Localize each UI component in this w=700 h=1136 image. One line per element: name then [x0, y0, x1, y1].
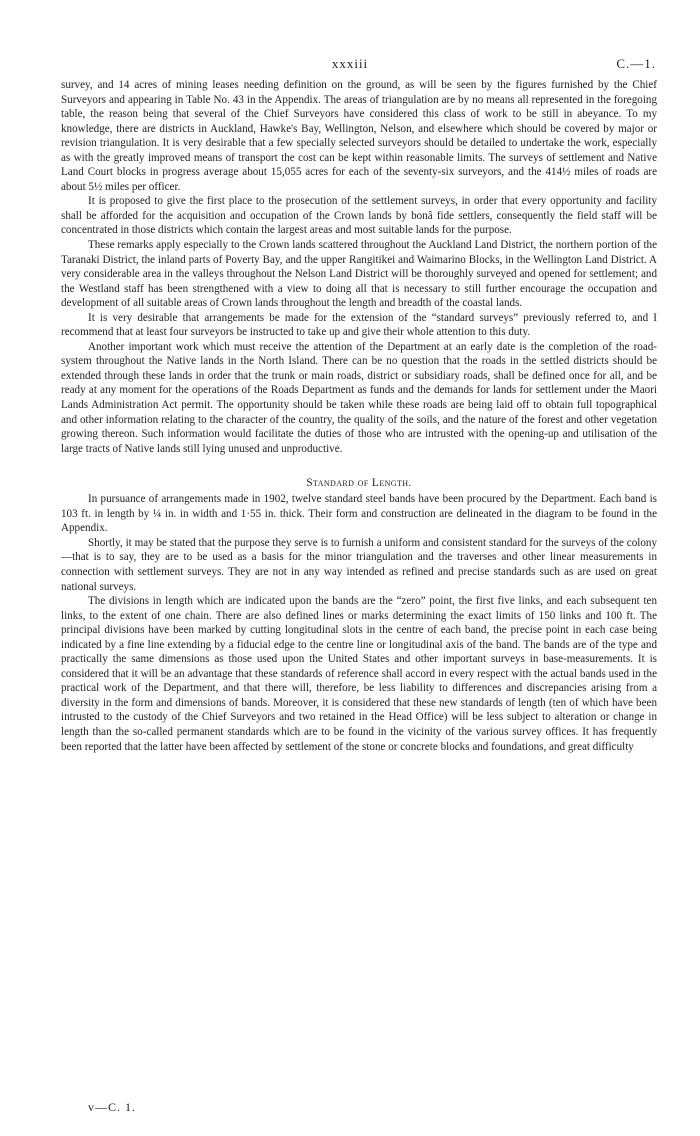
page-header — [0, 56, 700, 74]
signature-mark: v—C. 1. — [88, 1100, 137, 1114]
page-number: xxxiii — [331, 56, 369, 71]
paragraph: Shortly, it may be stated that the purpose they serve is to furnish a uniform and consistent standard for the surveys of the colony—that is to say, they are to be used as a basis for the minor triangulation and the traverses and other linear measurements in connection with settlement surveys. They are not in any way intended as refined and precise standards such as are used on great national surveys. — [61, 536, 657, 593]
paragraph: These remarks apply especially to the Crown lands scattered throughout the Auckland Land District, the northern portion of the Taranaki District, the inland parts of Poverty Bay, and the upper Rangitikei and Waimarino Blocks, in the Wellington Land District. A very considerable area in the valleys throughout the Nelson Land District will be thoroughly surveyed and opened for settlement; and the Westland staff has been strengthened with a view to doing all that is necessary to still further encourage the occupation and development of all suitable areas of Crown lands throughout the length and breadth of the coastal lands. — [61, 239, 657, 310]
paragraph: Another important work which must receive the attention of the Department at an early date is the completion of the road-system throughout the Native lands in the North Island. There can be no question that the roads in the settled districts should be extended through these lands in order that the trunk or main roads, district or subsidiary roads, shall be defined once for all, and be ready at any moment for the operations of the Roads Department as funds and the demands for lands for settlement under the Maori Lands Administration Act permit. The opportunity should be taken while these roads are being laid off to obtain full topographical and other information relating to the character of the country, the quality of the soils, and the nature of the forest and other vegetation growing thereon. Such information would facilitate the duties of those who are intrusted with the opening-up and utilisation of the large tracts of Native lands still lying unused and unproductive. — [61, 340, 657, 455]
section-heading: Standard of Length. — [306, 477, 412, 490]
page-body — [61, 78, 657, 754]
paragraph: The divisions in length which are indicated upon the bands are the “zero” point, the first five links, and each subsequent ten links, to the extent of one chain. There are also defined lines or marks determining the exact limits of 150 links and 100 ft. The principal divisions have been marked by cutting longitudinal slots in the centre of each band, the precise point in each case being indicated by a fine line extending by a fiducial edge to the centre line or longitudinal axis of the band. The bands are of the type and practically the same dimensions as those used upon the United States and other important surveys in base-measurements. It is considered that it will be an advantage that these standards of reference shall accord in every respect with the actual bands used in the practical work of the Department, and that there will, therefore, be less liability to differences and discrepancies arising from a diversity in the form and dimensions of bands. Moreover, it is considered that these new standards of length (ten of which have been intrusted to the custody of the Chief Surveyors and two retained in the Head Office) will be less subject to alteration or change in length than the so-called permanent standards which are to be found in the vicinity of the various survey offices. It has frequently been reported that the latter have been affected by settlement of the stone or concrete blocks and foundations, and great difficulty — [61, 595, 657, 753]
paragraph: It is proposed to give the first place to the prosecution of the settlement surveys, in order that every opportunity and facility shall be afforded for the acquisition and occupation of the Crown lands by bonâ fide settlers, consequently the field staff will be concentrated in those districts which contain the largest areas and most suitable lands for the purpose. — [61, 195, 657, 237]
paragraph: It is very desirable that arrangements be made for the extension of the “standard surveys” previously referred to, and I recommend that at least four surveyors be instructed to take up and give their whole attention to this duty. — [61, 311, 657, 339]
paragraph: survey, and 14 acres of mining leases needing definition on the ground, as will be seen by the figures furnished by the Chief Surveyors and appearing in Table No. 43 in the Appendix. The areas of triangulation are by no means all represented in the foregoing table, the reason being that several of the Chief Surveyors have considered this class of work to be still in abeyance. To my knowledge, there are districts in Auckland, Hawke's Bay, Wellington, Nelson, and elsewhere which should be covered by major or revision triangulation. It is very desirable that a few specially selected surveyors should be detailed to undertake the work, especially as with the greatly improved means of transport the cost can be kept within reasonable limits. The surveys of settlement and Native Land Court blocks in progress average about 15,055 acres for each of the seventy-six surveyors, and the 414½ miles of roads are about 5½ miles per officer. — [61, 79, 657, 193]
paragraph: In pursuance of arrangements made in 1902, twelve standard steel bands have been procured by the Department. Each band is 103 ft. in length by ¼ in. in width and 1·55 in. thick. Their form and construction are delineated in the diagram to be found in the Appendix. — [61, 493, 657, 535]
document-reference: C.—1. — [616, 56, 656, 71]
